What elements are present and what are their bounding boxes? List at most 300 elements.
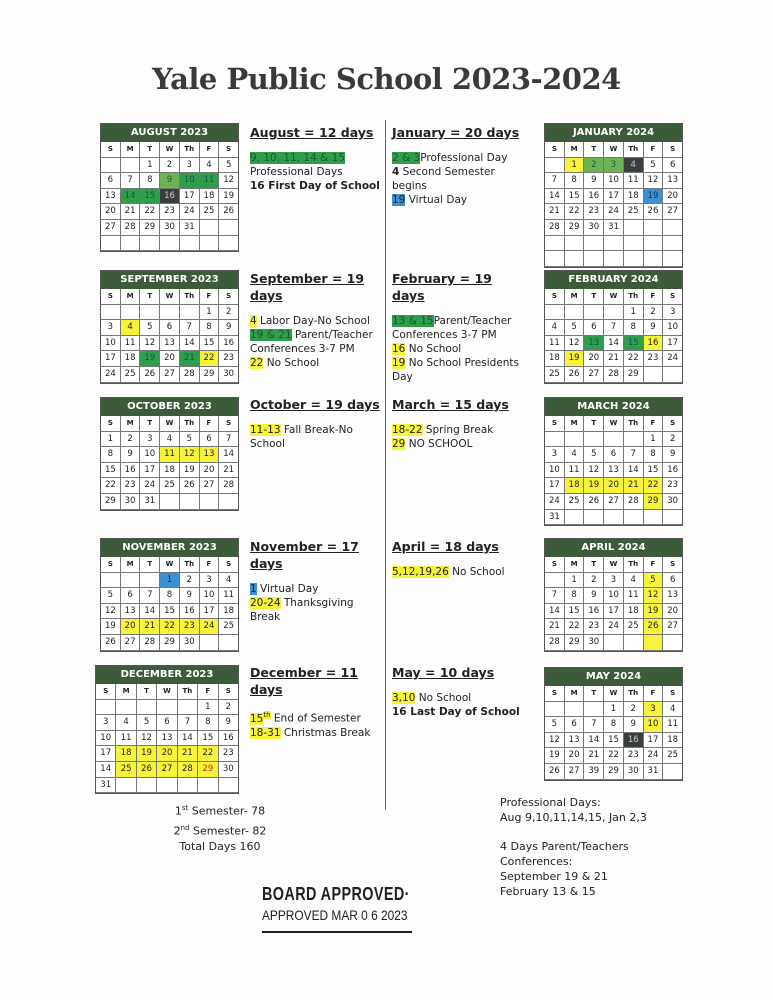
day-cell: 14: [604, 336, 624, 352]
day-cell: 5: [140, 320, 160, 336]
day-cell: 6: [157, 715, 177, 731]
day-cell: 16: [160, 189, 180, 205]
month-notes: [250, 664, 382, 740]
month-notes: [250, 396, 382, 451]
month-day-count: May = 10 days: [392, 665, 495, 680]
note-text: Second Semester begins: [392, 166, 495, 192]
day-cell: [644, 510, 664, 526]
day-cell: [584, 305, 604, 321]
weekday-label: M: [565, 686, 585, 702]
weekday-label: T: [584, 289, 604, 305]
day-cell: 13: [101, 189, 121, 205]
highlighted-dates: 19: [392, 194, 406, 206]
week-row: [545, 336, 682, 352]
day-cell: [160, 494, 180, 510]
weekday-label: T: [584, 686, 604, 702]
week-row: [545, 463, 682, 479]
day-cell: 15: [198, 731, 218, 747]
day-cell: 13: [160, 336, 180, 352]
week-row: [101, 305, 238, 321]
month-calendar: [100, 397, 239, 511]
note-text: NO SCHOOL: [405, 438, 473, 450]
day-cell: [624, 635, 644, 651]
day-cell: 8: [140, 173, 160, 189]
day-cell: 24: [180, 204, 200, 220]
weekday-label: W: [604, 557, 624, 573]
day-cell: [604, 432, 624, 448]
day-cell: 8: [604, 717, 624, 733]
day-cell: 22: [198, 746, 218, 762]
day-cell: 17: [140, 463, 160, 479]
day-cell: 15: [604, 733, 624, 749]
week-row: [101, 494, 238, 510]
day-cell: 12: [545, 733, 565, 749]
weekday-label: Th: [624, 557, 644, 573]
week-row: [101, 189, 238, 205]
day-cell: 24: [101, 367, 121, 383]
day-cell: 2: [121, 432, 141, 448]
day-cell: [663, 236, 682, 252]
week-row: [545, 220, 682, 236]
weekday-label: S: [663, 416, 682, 432]
day-cell: [663, 367, 682, 383]
day-cell: 6: [565, 717, 585, 733]
weekday-label: Th: [624, 142, 644, 158]
day-cell: [624, 236, 644, 252]
day-cell: 9: [624, 717, 644, 733]
day-cell: 5: [584, 447, 604, 463]
day-cell: 27: [121, 635, 141, 651]
week-row: [96, 746, 238, 762]
week-row: [101, 432, 238, 448]
day-cell: 18: [663, 733, 682, 749]
day-cell: 27: [565, 764, 585, 780]
weekday-label: M: [121, 142, 141, 158]
day-cell: 1: [624, 305, 644, 321]
day-cell: 16: [219, 336, 238, 352]
day-cell: 9: [160, 173, 180, 189]
day-cell: 7: [140, 588, 160, 604]
weekday-label: S: [663, 557, 682, 573]
note-line: [250, 423, 382, 451]
day-cell: 19: [584, 478, 604, 494]
day-cell: 6: [663, 573, 682, 589]
day-cell: [604, 236, 624, 252]
day-cell: 12: [584, 463, 604, 479]
note-text: No School: [448, 566, 505, 578]
weekday-label: F: [200, 289, 220, 305]
week-row: [545, 320, 682, 336]
weekday-label: T: [584, 142, 604, 158]
highlighted-dates: 20-24: [250, 597, 281, 609]
day-cell: 11: [624, 588, 644, 604]
weekday-label: S: [219, 557, 238, 573]
note-text: 4: [392, 166, 400, 178]
highlighted-dates: 22: [250, 357, 264, 369]
week-row: [101, 204, 238, 220]
day-cell: 26: [137, 762, 157, 778]
month-calendar: [544, 270, 683, 384]
weekday-label: S: [219, 416, 238, 432]
note-text: Virtual Day: [256, 583, 319, 595]
signature-line: [262, 931, 412, 933]
day-cell: 31: [604, 220, 624, 236]
day-cell: 28: [624, 494, 644, 510]
day-cell: 22: [565, 204, 585, 220]
week-row: [101, 478, 238, 494]
note-line: [392, 437, 524, 451]
day-cell: 11: [565, 463, 585, 479]
week-row: [101, 573, 238, 589]
day-cell: 17: [545, 478, 565, 494]
weekday-label: M: [121, 557, 141, 573]
day-cell: 1: [200, 305, 220, 321]
page-title: Yale Public School 2023-2024: [152, 62, 621, 96]
day-cell: 1: [644, 432, 664, 448]
weekday-label: S: [663, 142, 682, 158]
day-cell: 8: [200, 320, 220, 336]
day-cell: 11: [200, 173, 220, 189]
note-text: Christmas Break: [280, 726, 371, 739]
professional-days-summary: [500, 795, 647, 899]
day-cell: 14: [545, 189, 565, 205]
day-cell: [180, 305, 200, 321]
day-cell: 28: [121, 220, 141, 236]
day-cell: 11: [663, 717, 682, 733]
day-cell: 4: [160, 432, 180, 448]
month-title: APRIL 2024: [545, 539, 682, 557]
note-line: [250, 165, 382, 179]
weekday-row: [101, 289, 238, 305]
highlighted-dates: 15: [250, 712, 264, 725]
note-text: Fall Break-No School: [250, 424, 353, 450]
day-cell: 21: [180, 351, 200, 367]
day-cell: 30: [663, 494, 682, 510]
day-cell: 17: [663, 336, 682, 352]
day-cell: 1: [565, 573, 585, 589]
day-cell: 31: [644, 764, 664, 780]
day-cell: [101, 305, 121, 321]
month-notes: [250, 538, 382, 624]
day-cell: [644, 220, 664, 236]
day-cell: 27: [584, 367, 604, 383]
sem2-text: Semester- 82: [189, 824, 267, 838]
week-row: [545, 351, 682, 367]
day-cell: [624, 251, 644, 267]
note-text: No School: [415, 692, 472, 704]
day-cell: 21: [604, 351, 624, 367]
day-cell: [545, 251, 565, 267]
weekday-label: Th: [180, 142, 200, 158]
day-cell: 20: [565, 748, 585, 764]
day-cell: 3: [101, 320, 121, 336]
week-row: [101, 236, 238, 252]
week-row: [545, 764, 682, 780]
day-cell: 10: [101, 336, 121, 352]
day-cell: 13: [663, 588, 682, 604]
day-cell: 10: [663, 320, 682, 336]
day-cell: 3: [545, 447, 565, 463]
day-cell: 5: [137, 715, 157, 731]
week-row: [545, 432, 682, 448]
day-cell: 5: [545, 717, 565, 733]
day-cell: 4: [219, 573, 238, 589]
note-line: [392, 193, 524, 207]
day-cell: [624, 510, 644, 526]
highlighted-dates: 9, 10, 11, 14 & 15: [250, 152, 346, 164]
day-cell: [644, 635, 664, 651]
week-row: [545, 305, 682, 321]
day-cell: 27: [663, 619, 682, 635]
day-cell: 26: [584, 494, 604, 510]
day-cell: 29: [565, 220, 585, 236]
day-cell: 30: [584, 220, 604, 236]
day-cell: 16: [663, 463, 682, 479]
week-row: [96, 731, 238, 747]
note-text: Parent/Teacher Conferences 3-7 PM: [250, 329, 373, 355]
day-cell: [219, 778, 238, 794]
day-cell: 10: [545, 463, 565, 479]
day-cell: 22: [160, 619, 180, 635]
day-cell: [200, 494, 220, 510]
day-cell: [565, 305, 585, 321]
day-cell: 6: [584, 320, 604, 336]
week-row: [101, 351, 238, 367]
day-cell: 23: [584, 204, 604, 220]
day-cell: 14: [219, 447, 238, 463]
month-day-count: April = 18 days: [392, 539, 499, 554]
day-cell: 15: [200, 336, 220, 352]
day-cell: 20: [584, 351, 604, 367]
day-cell: 4: [624, 573, 644, 589]
highlighted-dates: 3,10: [392, 692, 416, 704]
month-notes: [250, 124, 382, 193]
day-cell: 8: [565, 173, 585, 189]
day-cell: 8: [101, 447, 121, 463]
day-cell: 9: [180, 588, 200, 604]
highlighted-dates: 19 & 21: [250, 329, 292, 341]
note-line: [392, 165, 524, 193]
day-cell: 26: [140, 367, 160, 383]
note-line: [392, 342, 524, 356]
note-line: [250, 179, 382, 193]
week-row: [545, 478, 682, 494]
day-cell: 22: [624, 351, 644, 367]
sem1-text: Semester- 78: [188, 804, 266, 818]
highlighted-dates: 4: [250, 315, 257, 327]
highlighted-dates: 18-31: [250, 726, 281, 739]
day-cell: 28: [140, 635, 160, 651]
day-cell: [604, 305, 624, 321]
day-cell: [219, 236, 238, 252]
day-cell: 7: [584, 717, 604, 733]
day-cell: [644, 367, 664, 383]
note-text: Professional Days: [250, 166, 343, 178]
week-row: [101, 588, 238, 604]
weekday-label: F: [200, 142, 220, 158]
day-cell: [180, 236, 200, 252]
day-cell: 11: [160, 447, 180, 463]
day-cell: 23: [219, 351, 238, 367]
day-cell: 19: [644, 604, 664, 620]
day-cell: 2: [663, 432, 682, 448]
day-cell: 23: [180, 619, 200, 635]
day-cell: 12: [644, 173, 664, 189]
weekday-row: [545, 142, 682, 158]
day-cell: 12: [101, 604, 121, 620]
week-row: [545, 702, 682, 718]
weekday-label: T: [140, 142, 160, 158]
month-day-count: February = 19 days: [392, 271, 492, 303]
month-calendar: [100, 123, 239, 252]
day-cell: [604, 251, 624, 267]
day-cell: [624, 432, 644, 448]
week-row: [96, 778, 238, 794]
weekday-label: T: [584, 557, 604, 573]
weekday-label: Th: [624, 289, 644, 305]
week-row: [545, 367, 682, 383]
day-cell: 23: [160, 204, 180, 220]
day-cell: 19: [545, 748, 565, 764]
note-text: Spring Break: [422, 424, 494, 436]
note-text: No School Presidents Day: [392, 357, 519, 383]
day-cell: 5: [644, 573, 664, 589]
day-cell: 15: [140, 189, 160, 205]
day-cell: [140, 305, 160, 321]
day-cell: 25: [565, 494, 585, 510]
day-cell: 17: [200, 604, 220, 620]
day-cell: 20: [663, 604, 682, 620]
weekday-label: T: [140, 289, 160, 305]
day-cell: 10: [96, 731, 116, 747]
month-notes: [392, 538, 524, 579]
day-cell: 11: [545, 336, 565, 352]
day-cell: 12: [644, 588, 664, 604]
note-line: [250, 596, 382, 624]
weekday-label: S: [101, 416, 121, 432]
day-cell: 1: [565, 158, 585, 174]
weekday-row: [101, 557, 238, 573]
day-cell: 21: [121, 204, 141, 220]
day-cell: 24: [140, 478, 160, 494]
day-cell: [584, 510, 604, 526]
day-cell: 4: [545, 320, 565, 336]
day-cell: [96, 700, 116, 716]
day-cell: 30: [180, 635, 200, 651]
day-cell: 25: [121, 367, 141, 383]
note-line: [250, 328, 382, 356]
week-row: [545, 236, 682, 252]
day-cell: 14: [121, 189, 141, 205]
day-cell: 28: [180, 367, 200, 383]
highlighted-dates: th: [263, 711, 271, 719]
sem2-sup: nd: [180, 823, 190, 832]
day-cell: 16: [219, 731, 238, 747]
day-cell: 17: [604, 604, 624, 620]
note-text: No School: [263, 357, 320, 369]
day-cell: 23: [121, 478, 141, 494]
weekday-label: S: [101, 557, 121, 573]
weekday-label: Th: [180, 557, 200, 573]
day-cell: 14: [545, 604, 565, 620]
note-text: No School: [405, 343, 462, 355]
month-title: MARCH 2024: [545, 398, 682, 416]
note-text: Professional Day: [420, 152, 508, 164]
day-cell: 24: [604, 204, 624, 220]
weekday-label: M: [565, 416, 585, 432]
month-day-count: October = 19 days: [250, 397, 380, 412]
day-cell: 9: [121, 447, 141, 463]
day-cell: 15: [565, 189, 585, 205]
week-row: [101, 320, 238, 336]
weekday-row: [545, 686, 682, 702]
day-cell: 25: [663, 748, 682, 764]
day-cell: 18: [565, 478, 585, 494]
weekday-label: W: [160, 142, 180, 158]
day-cell: 7: [178, 715, 198, 731]
week-row: [545, 635, 682, 651]
day-cell: [624, 220, 644, 236]
day-cell: 27: [663, 204, 682, 220]
day-cell: [584, 236, 604, 252]
day-cell: 4: [663, 702, 682, 718]
day-cell: 2: [160, 158, 180, 174]
day-cell: 30: [624, 764, 644, 780]
board-approved-stamp: [262, 884, 447, 933]
day-cell: 4: [116, 715, 136, 731]
note-line: [250, 708, 382, 726]
month-title: SEPTEMBER 2023: [101, 271, 238, 289]
week-row: [545, 510, 682, 526]
day-cell: 16: [584, 604, 604, 620]
day-cell: 23: [663, 478, 682, 494]
day-cell: 26: [180, 478, 200, 494]
day-cell: 11: [219, 588, 238, 604]
day-cell: 10: [140, 447, 160, 463]
day-cell: [604, 510, 624, 526]
day-cell: [584, 432, 604, 448]
day-cell: [644, 251, 664, 267]
day-cell: 12: [565, 336, 585, 352]
day-cell: 14: [140, 604, 160, 620]
day-cell: 22: [565, 619, 585, 635]
day-cell: 15: [101, 463, 121, 479]
weekday-label: W: [157, 684, 177, 700]
day-cell: 28: [604, 367, 624, 383]
stamp-line-1: BOARD APPROVED·: [262, 884, 410, 904]
weekday-label: Th: [180, 416, 200, 432]
note-text: Labor Day-No School: [256, 315, 370, 327]
day-cell: 5: [219, 158, 238, 174]
weekday-label: F: [644, 142, 664, 158]
weekday-label: S: [96, 684, 116, 700]
weekday-label: F: [644, 289, 664, 305]
day-cell: 29: [200, 367, 220, 383]
weekday-label: W: [160, 416, 180, 432]
total-days: Total Days 160: [179, 840, 261, 854]
week-row: [545, 604, 682, 620]
day-cell: 16: [180, 604, 200, 620]
day-cell: 22: [200, 351, 220, 367]
weekday-label: S: [101, 289, 121, 305]
day-cell: 13: [200, 447, 220, 463]
note-line: [250, 314, 382, 328]
day-cell: [565, 251, 585, 267]
day-cell: [663, 510, 682, 526]
week-row: [545, 733, 682, 749]
month-notes: [392, 664, 524, 719]
day-cell: 19: [644, 189, 664, 205]
